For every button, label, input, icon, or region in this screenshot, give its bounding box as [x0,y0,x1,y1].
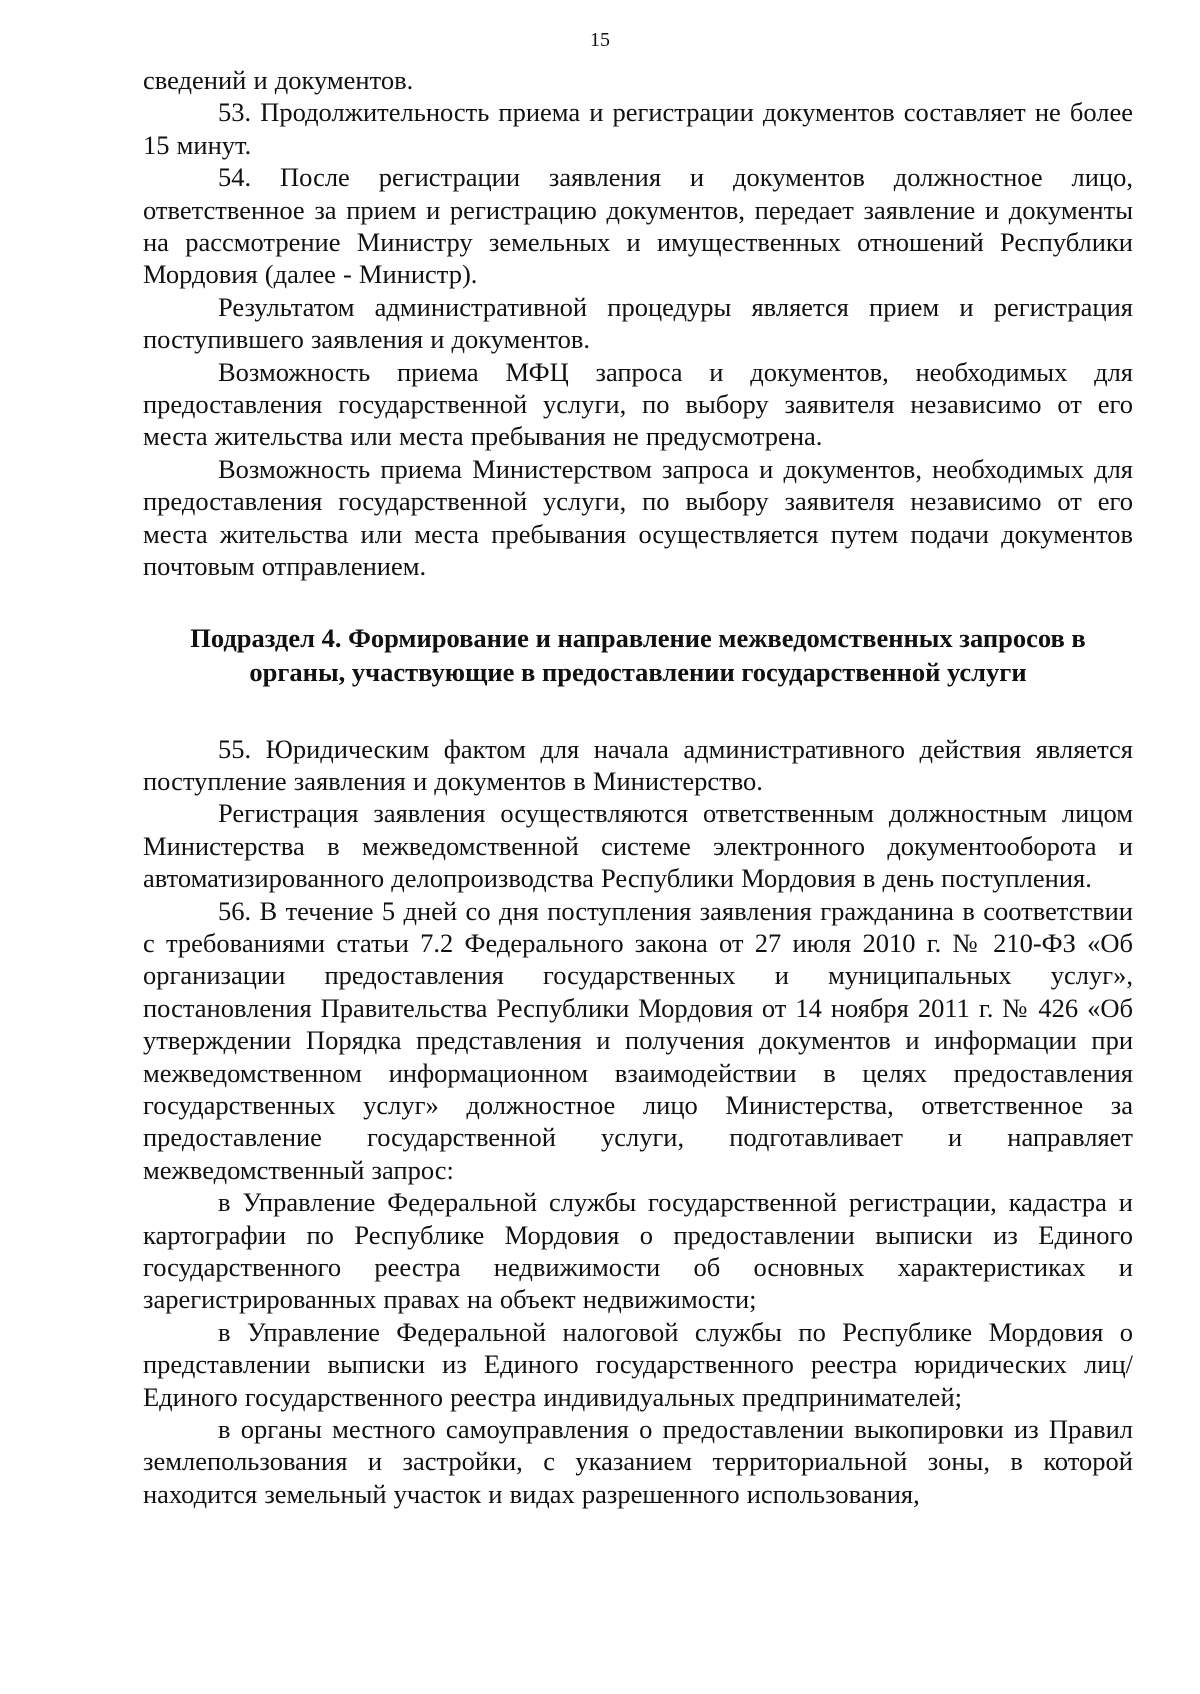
document-body [143,64,1133,1510]
paragraph-item-54: 54. После регистрации заявления и документов должностное лицо, ответственное за прием и регистрацию документов, передает заявление и документы на рассмотрение Министру земельных и имущественных отношений Республики Мордовия (далее - Министр). [143,162,1133,290]
page-number: 15 [590,29,610,51]
paragraph-item-55: 55. Юридическим фактом для начала административного действия является поступление заявления и документов в Министерство. [143,733,1133,796]
section-heading: Подраздел 4. Формирование и направление межведомственных запросов в органы, участвующие в предоставлении государственной услуги [190,622,1086,687]
list-item: в Управление Федеральной налоговой службы по Республике Мордовия о представлении выписки из Единого государственного реестра юридических лиц/Единого государственного реестра индивидуальных предпринимателей; [143,1316,1133,1412]
paragraph: Результатом административной процедуры является прием и регистрация поступившего заявления и документов. [143,291,1133,355]
list-item: в органы местного самоуправления о предоставлении выкопировки из Правил землепользования и застройки, с указанием территориальной зоны, в которой находится земельный участок и видах разрешенного использования, [143,1414,1133,1509]
paragraph: Возможность приема МФЦ запроса и документов, необходимых для предоставления государственной услуги, по выбору заявителя независимо от его места жительства или места пребывания не предусмотрена. [143,356,1133,452]
list-item: в Управление Федеральной службы государственной регистрации, кадастра и картографии по Республике Мордовия о предоставлении выписки из Единого государственного реестра недвижимости об основных характеристиках и зарегистрированных правах на объект недвижимости; [143,1187,1133,1315]
paragraph: Регистрация заявления осуществляются ответственным должностным лицом Министерства в межведомственной системе электронного документооборота и автоматизированного делопроизводства Республики Мордовия в день поступления. [143,798,1133,894]
paragraph: Возможность приема Министерством запроса и документов, необходимых для предоставления государственной услуги, по выбору заявителя независимо от его места жительства или места пребывания осуществляется путем подачи документов почтовым отправлением. [143,453,1133,582]
paragraph-item-56: 56. В течение 5 дней со дня поступления заявления гражданина в соответствии с требованиями статьи 7.2 Федерального закона от 27 июля 2010 г. № 210-ФЗ «Об организации предоставления государственных и муниципальных услуг», постановления Правительства Республики Мордовия от 14 ноября 2011 г. № 426 «Об утверждении Порядка представления и получения документов и информации при межведомственном информационном взаимодействии в целях предоставления государственных услуг» должностное лицо Министерства, ответственное за предоставление государственной услуги, подготавливает и направляет межведомственный запрос: [143,895,1133,1185]
paragraph: сведений и документов. [143,65,414,95]
paragraph-item-53: 53. Продолжительность приема и регистрации документов составляет не более 15 минут. [143,97,1133,160]
